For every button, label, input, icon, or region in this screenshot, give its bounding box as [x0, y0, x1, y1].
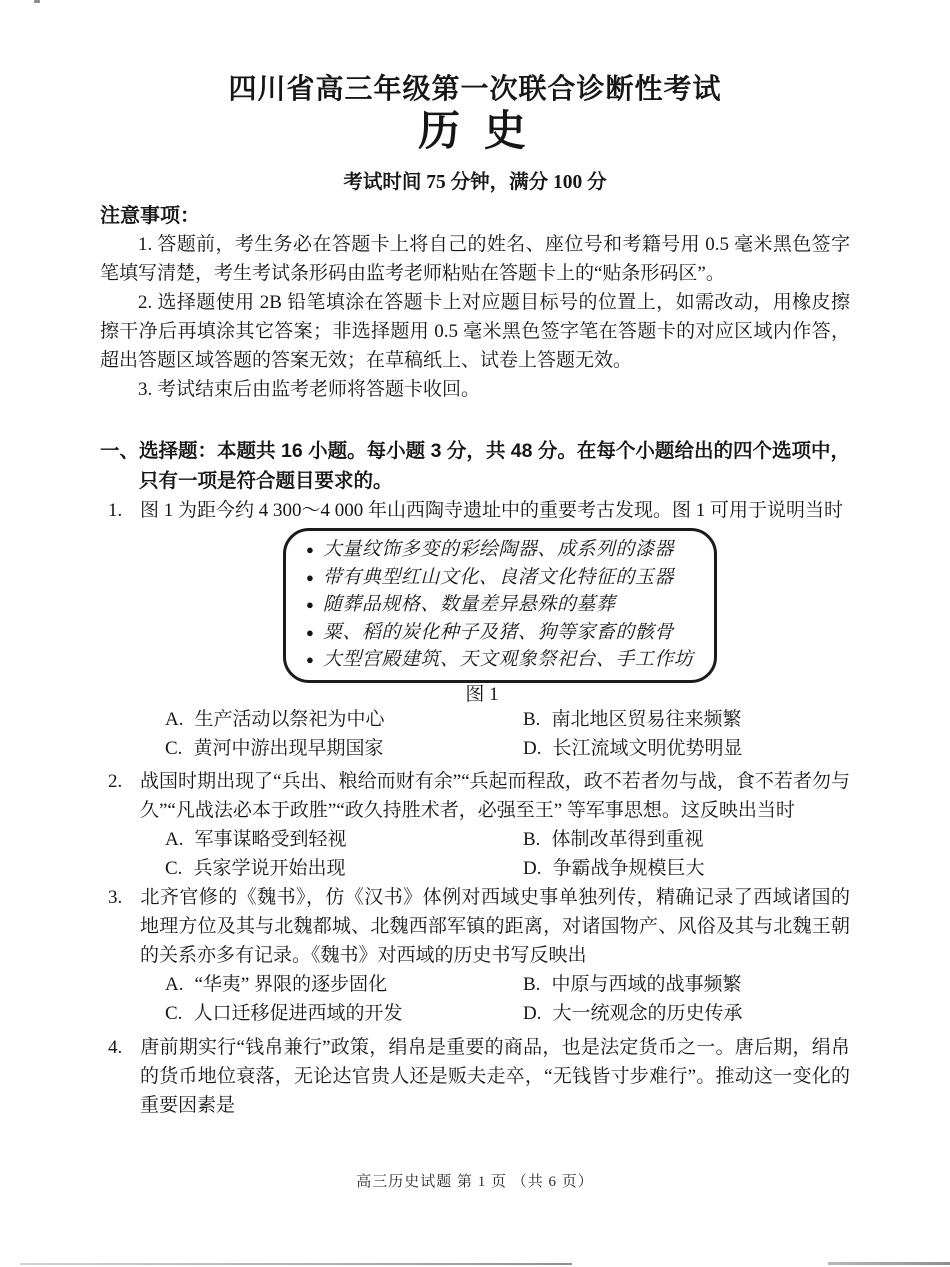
figure-1-box [283, 528, 717, 683]
scan-speck [34, 0, 40, 3]
option-text: 争霸战争规模巨大 [552, 857, 705, 879]
option-label: D. [523, 1002, 542, 1024]
option-text: 中原与西域的战事频繁 [551, 973, 742, 995]
option-text: 军事谋略受到轻视 [194, 828, 347, 850]
question-3-stem: 北齐官修的《魏书》，仿《汉书》体例对西域史事单独列传，精确记录了西域诸国的地理方位及其与北魏都城、北魏西部军镇的距离，对诸国物产、风俗及其与北魏王朝的关系亦多有记录。《魏书》对西域的历史书写反映出 [140, 886, 850, 966]
question-2-stem-row [100, 767, 850, 825]
option-text: 大一统观念的历史传承 [552, 1002, 743, 1024]
section-one-heading: 一、选择题：本题共 16 小题。每小题 3 分，共 48 分。在每个小题给出的四个选项中，只有一项是符合题目要求的。 [100, 440, 850, 492]
question-1-option-c [165, 734, 523, 763]
question-1-option-d [523, 734, 850, 763]
question-1-stem-row [100, 496, 850, 525]
option-text: 长江流域文明优势明显 [552, 737, 743, 759]
question-3-option-c [165, 999, 523, 1028]
option-label: B. [523, 973, 541, 995]
notice-item-3: 3. 考试结束后由监考老师将答题卡收回。 [138, 379, 481, 400]
page-footer: 高三历史试题 第 1 页 （共 6 页） [356, 1174, 594, 1190]
notice-item-1: 1. 答题前，考生务必在答题卡上将自己的姓名、座位号和考籍号用 0.5 毫米黑色签字笔填写清楚，考生考试条形码由监考老师粘贴在答题卡上的“贴条形码区”。 [100, 234, 850, 284]
figure-1-bullet-text: 粟、稻的炭化种子及猪、狗等家畜的骸骨 [322, 621, 674, 643]
option-text: 南北地区贸易往来频繁 [551, 708, 742, 730]
figure-1-bullet-row [306, 536, 706, 564]
option-text: 兵家学说开始出现 [193, 857, 346, 879]
question-1 [100, 496, 850, 763]
figure-1-bullet-text: 大量纹饰多变的彩绘陶器、成系列的漆器 [322, 539, 674, 560]
question-2-stem: 战国时期出现了“兵出、粮给而财有余”“兵起而程敌，政不若者勿与战，食不若者勿与久”“凡战法必本于政胜”“政久持胜术者，必强至王” 等军事思想。这反映出当时 [140, 770, 850, 821]
question-4 [100, 1033, 850, 1120]
figure-1-caption: 图 1 [465, 683, 499, 705]
scan-artifact-line [828, 1262, 950, 1265]
scan-artifact-line [20, 1263, 572, 1265]
question-1-number: 1. [108, 500, 123, 521]
option-label: C. [165, 737, 183, 759]
figure-1-bullet-row [306, 646, 706, 674]
question-3-option-a [165, 970, 523, 999]
figure-1-bullet-text: 带有典型红山文化、良渚文化特征的玉器 [322, 566, 674, 588]
option-label: C. [165, 857, 183, 879]
question-3-number: 3. [108, 886, 123, 908]
question-3 [100, 883, 850, 1028]
question-1-options [165, 705, 850, 763]
question-3-options [165, 970, 850, 1028]
option-label: A. [165, 973, 184, 995]
question-4-number: 4. [108, 1036, 123, 1058]
question-4-stem: 唐前期实行“钱帛兼行”政策，绢帛是重要的商品，也是法定货币之一。唐后期，绢帛的货币地位衰落，无论达官贵人还是贩夫走卒，“无钱皆寸步难行”。推动这一变化的重要因素是 [140, 1036, 850, 1116]
question-3-stem-row [100, 883, 850, 970]
notice-item-2: 2. 选择题使用 2B 铅笔填涂在答题卡上对应题目标号的位置上，如需改动，用橡皮擦擦干净后再填涂其它答案；非选择题用 0.5 毫米黑色签字笔在答题卡的对应区域内作答，超出答题区域答题的答案无效；在草稿纸上、试卷上答题无效。 [100, 292, 850, 371]
bullet-icon: ● [306, 569, 314, 585]
question-2-option-a [165, 825, 523, 854]
question-3-option-d [523, 999, 850, 1028]
option-text: 黄河中游出现早期国家 [193, 737, 384, 759]
figure-1-bullet-row [306, 619, 706, 647]
exam-header [100, 0, 850, 196]
bullet-icon: ● [306, 624, 314, 640]
option-text: “华夷” 界限的逐步固化 [194, 973, 388, 995]
question-1-option-b [523, 705, 850, 734]
question-2-options [165, 825, 850, 883]
option-text: 生产活动以祭祀为中心 [194, 708, 385, 730]
figure-1-bullet-row [306, 591, 706, 619]
option-label: D. [523, 737, 542, 759]
exam-duration-score: 考试时间 75 分钟，满分 100 分 [343, 172, 607, 193]
question-2 [100, 767, 850, 883]
option-label: A. [165, 828, 184, 850]
figure-1-bullet-row [306, 564, 706, 592]
exam-title: 四川省高三年级第一次联合诊断性考试 [228, 73, 722, 104]
option-label: D. [523, 857, 542, 879]
notices-section [100, 202, 850, 404]
bullet-icon: ● [306, 542, 314, 557]
question-2-option-d [523, 854, 850, 883]
option-label: C. [165, 1002, 183, 1024]
question-2-number: 2. [108, 770, 123, 792]
notices-heading: 注意事项： [100, 205, 200, 227]
subject-title: 历 史 [418, 107, 532, 154]
question-1-option-a [165, 705, 523, 734]
figure-1-bullet-text: 大型宫殿建筑、天文观象祭祀台、手工作坊 [322, 649, 694, 670]
question-2-option-b [523, 825, 850, 854]
bullet-icon: ● [306, 597, 314, 612]
question-4-stem-row [100, 1033, 850, 1120]
option-label: B. [523, 828, 541, 850]
question-3-option-b [523, 970, 850, 999]
option-text: 体制改革得到重视 [551, 828, 704, 850]
figure-1-bullet-text: 随葬品规格、数量差异悬殊的墓葬 [322, 594, 616, 615]
question-1-stem: 图 1 为距今约 4 300～4 000 年山西陶寺遗址中的重要考古发现。图 1 可用于说明当时 [140, 500, 844, 521]
bullet-icon: ● [306, 652, 314, 667]
question-2-option-c [165, 854, 523, 883]
option-label: A. [165, 708, 184, 730]
option-text: 人口迁移促进西域的开发 [193, 1002, 403, 1024]
option-label: B. [523, 708, 541, 730]
